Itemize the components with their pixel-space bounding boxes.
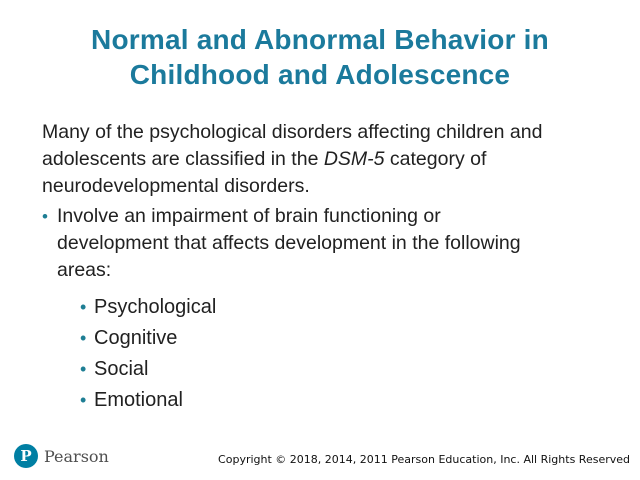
sub-bullet-label: Emotional	[94, 389, 183, 411]
main-bullet-line-2: development that affects development in the following	[57, 232, 521, 254]
intro-paragraph-line-2-after: category of	[384, 148, 487, 170]
intro-paragraph-line-1: Many of the psychological disorders affecting children and	[42, 121, 543, 143]
bullet-dot-icon: •	[80, 359, 87, 379]
bullet-dot-icon: •	[80, 390, 87, 410]
sub-bullet-emotional	[80, 385, 216, 416]
slide-title-line-2: Childhood and Adolescence	[129, 59, 511, 90]
bullet-dot-icon: •	[42, 207, 48, 226]
intro-paragraph-line-3: neurodevelopmental disorders.	[42, 175, 310, 197]
intro-paragraph-line-2-before: adolescents are classified in the	[42, 148, 324, 170]
pearson-logo-wordmark: Pearson	[44, 446, 109, 466]
intro-paragraph-line-2	[42, 146, 622, 173]
main-bullet-line-3: areas:	[57, 259, 112, 281]
intro-paragraph	[42, 119, 622, 200]
dsm-5-italic: DSM-5	[323, 148, 385, 170]
copyright-notice: Copyright © 2018, 2014, 2011 Pearson Education, Inc. All Rights Reserved	[218, 453, 630, 466]
pearson-logo	[14, 444, 109, 468]
sub-bullet-cognitive	[80, 323, 216, 354]
sub-bullet-psychological	[80, 292, 216, 323]
main-bullet-item	[42, 203, 617, 284]
bullet-dot-icon: •	[80, 297, 87, 317]
sub-bullet-list	[80, 292, 216, 416]
sub-bullet-social	[80, 354, 216, 385]
pearson-logo-icon: P	[14, 444, 38, 468]
main-bullet-text	[57, 203, 617, 284]
sub-bullet-label: Psychological	[94, 296, 217, 318]
bullet-dot-icon: •	[80, 328, 87, 348]
sub-bullet-label: Cognitive	[94, 327, 178, 349]
main-bullet-line-1: Involve an impairment of brain functioning or	[57, 205, 441, 227]
slide-title	[0, 22, 640, 92]
sub-bullet-label: Social	[94, 358, 149, 380]
slide-title-line-1: Normal and Abnormal Behavior in	[91, 24, 549, 55]
